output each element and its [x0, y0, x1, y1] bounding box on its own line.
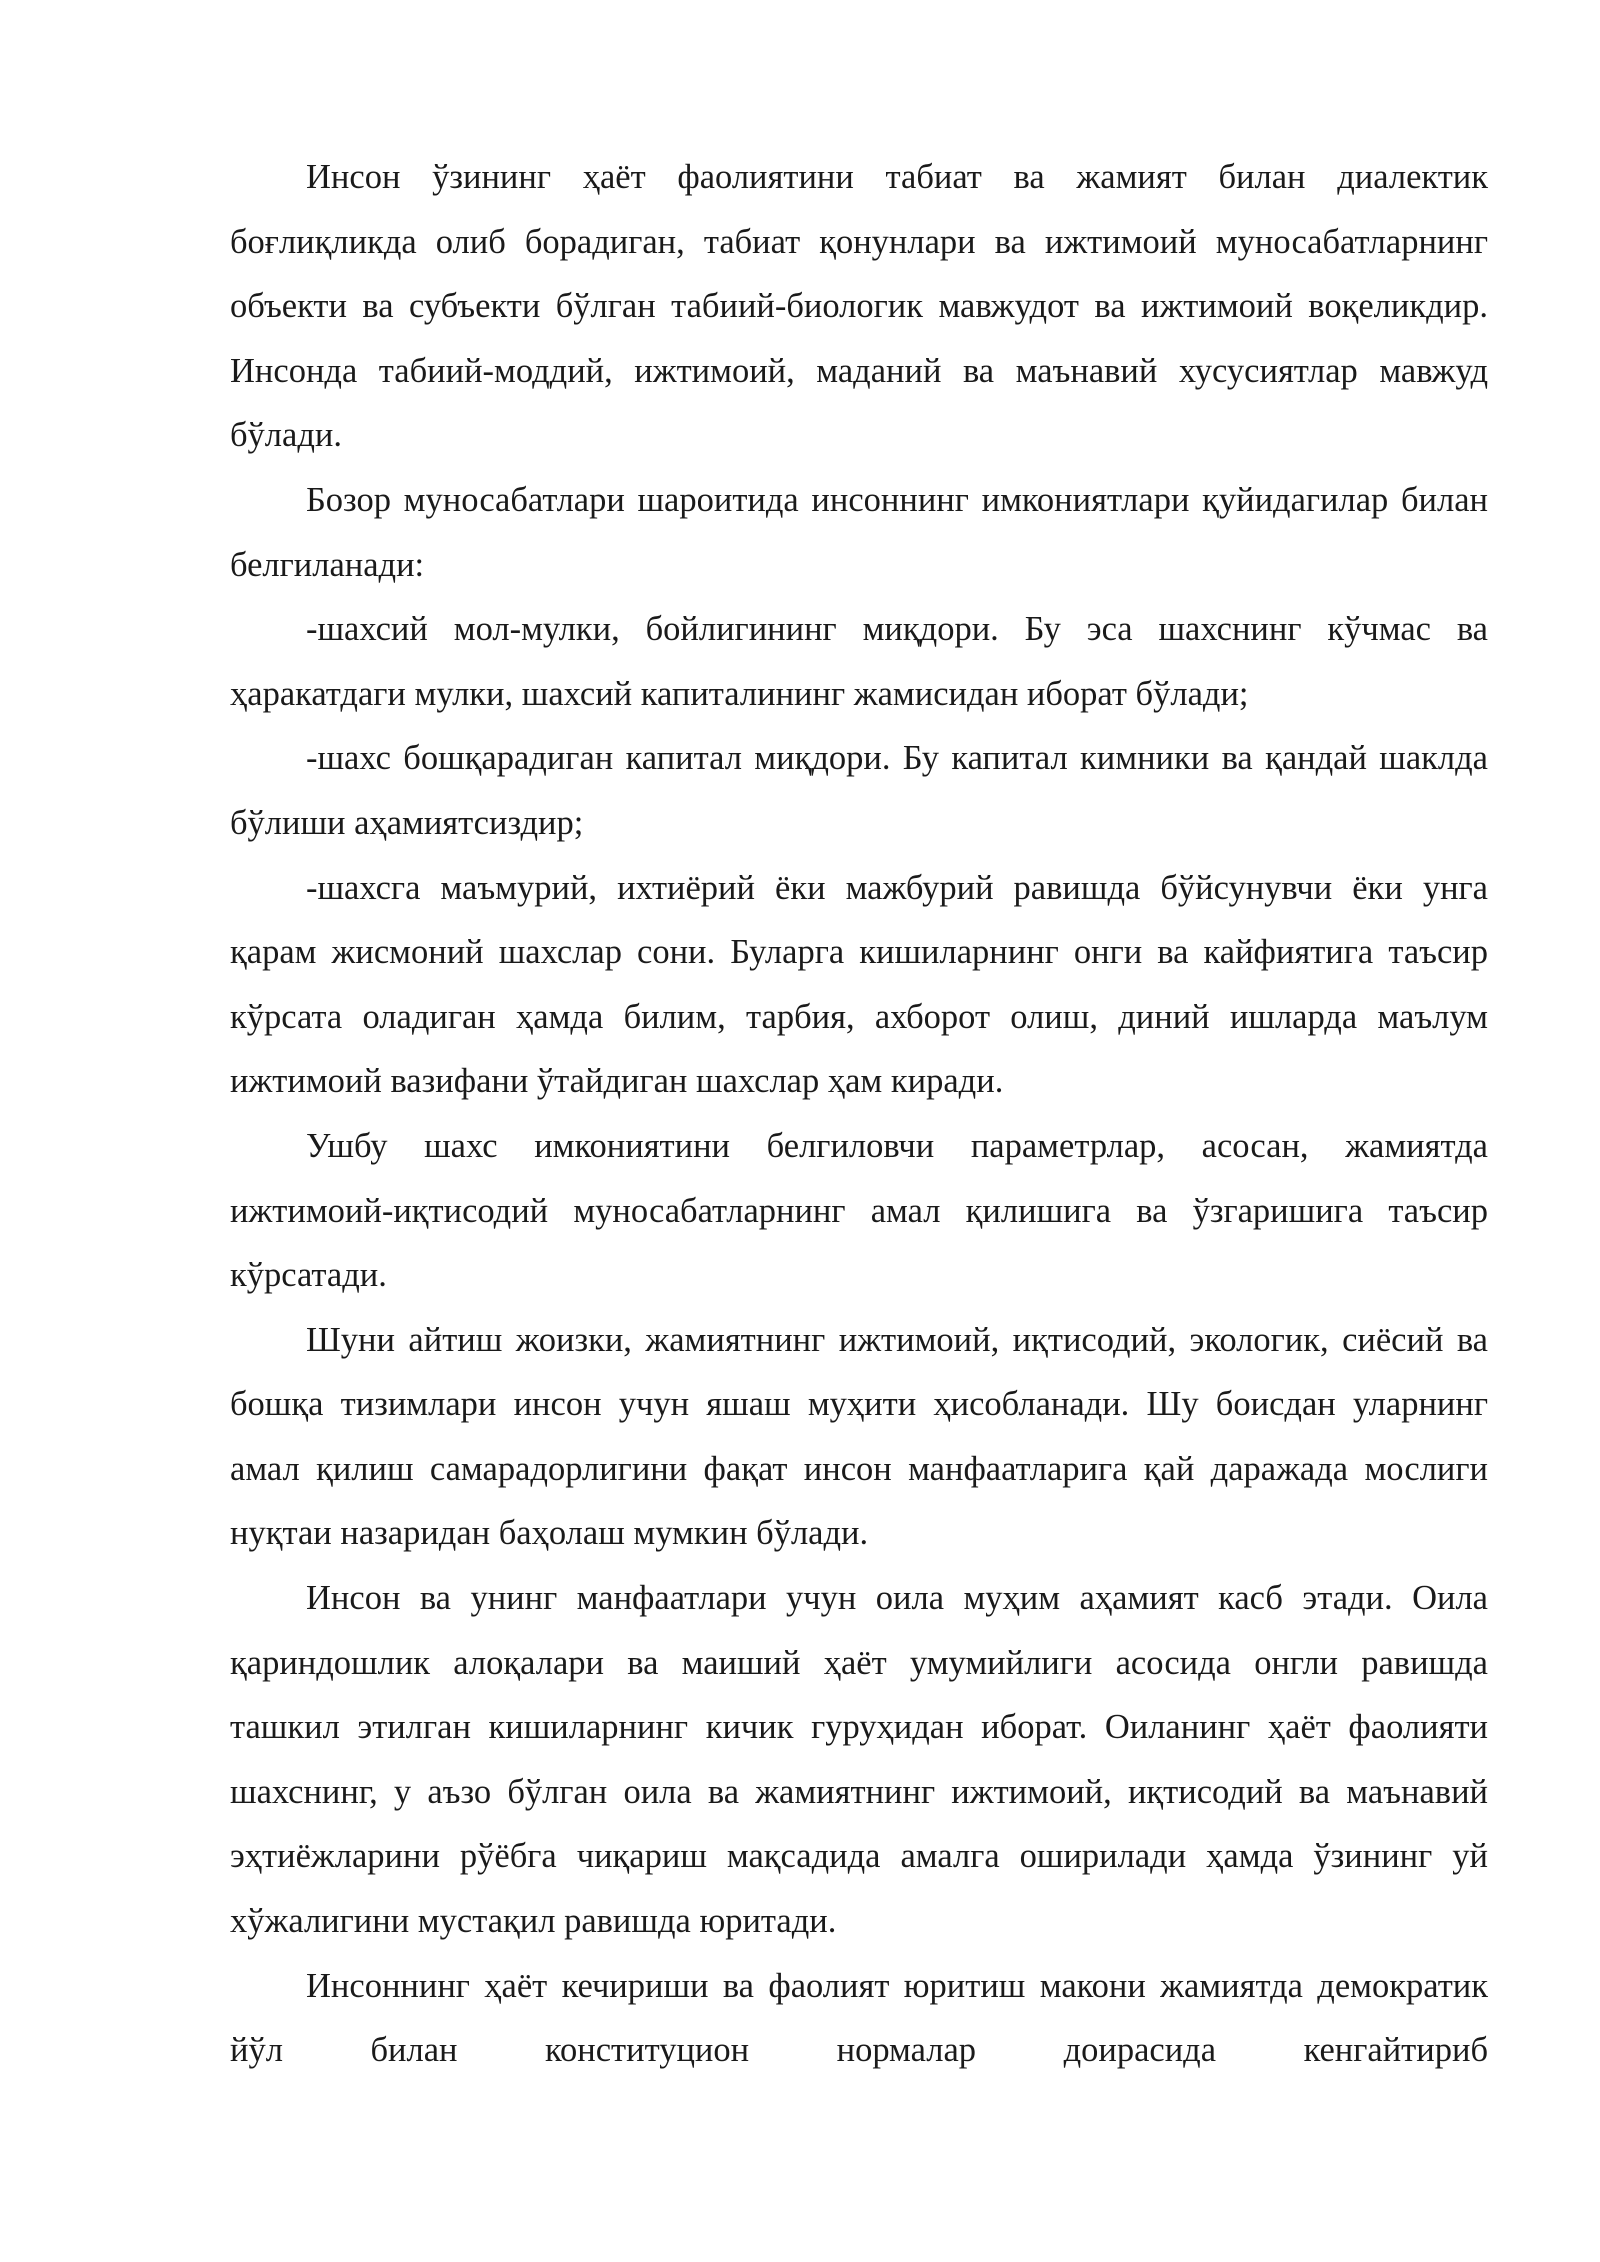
paragraph: Ушбу шахс имкониятини белгиловчи параметрлар, асосан, жамиятда ижтимоий-иқтисодий муносабатларнинг амал қилишига ва ўзгаришига таъсир кўрсатади.	[230, 1126, 1488, 1295]
document-page	[230, 145, 1488, 2083]
paragraph-continued: Инсоннинг ҳаёт кечириши ва фаолият юритиш макони жамиятда демократик йўл билан конституцион нормалар доирасида кенгайтириб	[230, 1966, 1488, 2070]
list-item-paragraph: -шахсий мол-мулки, бойлигининг миқдори. Бу эса шахснинг кўчмас ва ҳаракатдаги мулки, шахсий капиталининг жамисидан иборат бўлади;	[230, 610, 1488, 713]
paragraph: Инсон ва унинг манфаатлари учун оила муҳим аҳамият касб этади. Оила қариндошлик алоқалари ва маиший ҳаёт умумийлиги асосида онгли равишда ташкил этилган кишиларнинг кичик гуруҳидан иборат. Оиланинг ҳаёт фаолияти шахснинг, у аъзо бўлган оила ва жамиятнинг ижтимоий, иқтисодий ва маънавий эҳтиёжларини рўёбга чиқариш мақсадида амалга оширилади ҳамда ўзининг уй хўжалигини мустақил равишда юритади.	[230, 1579, 1488, 1941]
list-item-paragraph: -шахс бошқарадиган капитал миқдори. Бу капитал кимники ва қандай шаклда бўлиши аҳамиятсиздир;	[230, 739, 1488, 842]
paragraph: Шуни айтиш жоизки, жамиятнинг ижтимоий, иқтисодий, экологик, сиёсий ва бошқа тизимлари инсон учун яшаш муҳити ҳисобланади. Шу боисдан уларнинг амал қилиш самарадорлигини фақат инсон манфаатларига қай даражада мослиги нуқтаи назаридан баҳолаш мумкин бўлади.	[230, 1320, 1488, 1553]
paragraph: Инсон ўзининг ҳаёт фаолиятини табиат ва жамият билан диалектик боғлиқликда олиб борадиган, табиат қонунлари ва ижтимоий муносабатларнинг объекти ва субъекти бўлган табиий-биологик мавжудот ва ижтимоий воқеликдир. Инсонда табиий-моддий, ижтимоий, маданий ва маънавий хусусиятлар мавжуд бўлади.	[230, 158, 1488, 455]
list-item-paragraph: -шахсга маъмурий, ихтиёрий ёки мажбурий равишда бўйсунувчи ёки унга қарам жисмоний шахслар сони. Буларга кишиларнинг онги ва кайфиятига таъсир кўрсата оладиган ҳамда билим, тарбия, ахборот олиш, диний ишларда маълум ижтимоий вазифани ўтайдиган шахслар ҳам киради.	[230, 868, 1488, 1101]
paragraph: Бозор муносабатлари шароитида инсоннинг имкониятлари қуйидагилар билан белгиланади:	[230, 480, 1488, 584]
